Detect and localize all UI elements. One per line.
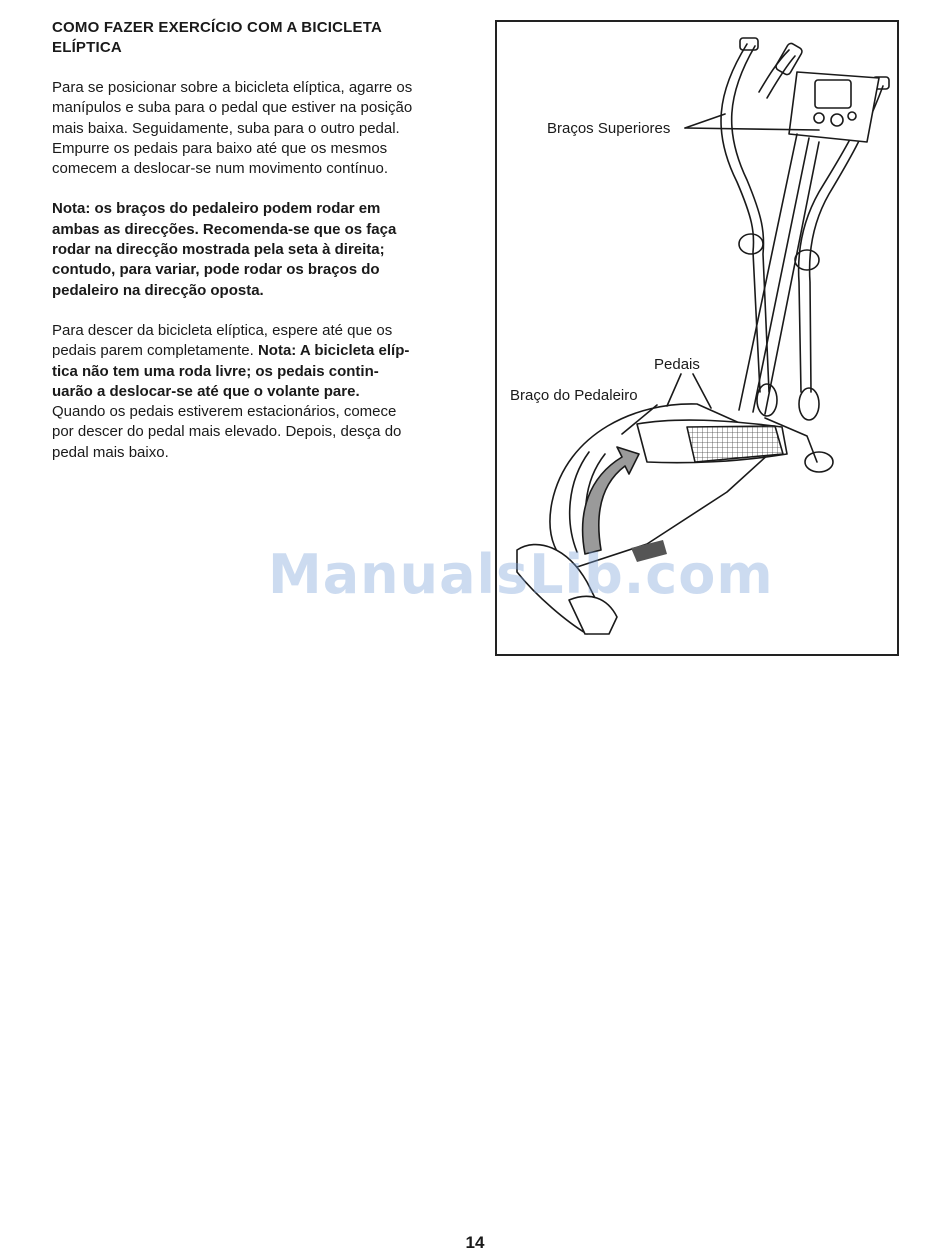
heading-line: COMO FAZER EXERCÍCIO COM A BICICLETA xyxy=(52,19,382,36)
label-pedals: Pedais xyxy=(654,356,700,373)
text-line: Quando os pedais estiverem estacionários, comece xyxy=(52,403,397,421)
text-line: Para se posicionar sobre a bicicleta elíptica, agarre os xyxy=(52,79,413,96)
text-line: mais baixa. Seguidamente, suba para o outro pedal. xyxy=(52,119,400,137)
text-line: Para descer da bicicleta elíptica, espere até que os xyxy=(52,321,393,339)
text-line: pedal mais baixo. xyxy=(52,443,169,461)
label-upper-arms: Braços Superiores xyxy=(547,120,671,137)
text-column xyxy=(52,18,472,483)
text-line: uarão a deslocar-se até que o volante pare. xyxy=(52,382,360,400)
heading-line: ELÍPTICA xyxy=(52,39,122,56)
text-line: pedaleiro na direcção oposta. xyxy=(52,281,264,299)
text-line: manípulos e suba para o pedal que estiver na posição xyxy=(52,99,413,117)
text-line xyxy=(52,341,472,361)
crank-direction-note xyxy=(52,199,472,300)
mounting-instructions xyxy=(52,78,472,179)
text-run: pedais parem completamente. xyxy=(52,342,258,360)
page-number: 14 xyxy=(465,1233,485,1252)
text-line: contudo, para variar, pode rodar os braços do xyxy=(52,261,380,279)
label-crank-arm: Braço do Pedaleiro xyxy=(510,387,638,404)
leader-line xyxy=(667,374,681,406)
section-heading xyxy=(52,18,472,58)
text-line: por descer do pedal mais elevado. Depois, desça do xyxy=(52,423,402,441)
text-line: tica não tem uma roda livre; os pedais contin- xyxy=(52,362,379,380)
console xyxy=(789,72,879,142)
text-line: Empurre os pedais para baixo até que os mesmos xyxy=(52,139,388,157)
text-line: rodar na direcção mostrada pela seta à direita; xyxy=(52,241,385,259)
dismount-instructions xyxy=(52,321,472,463)
text-line: Nota: os braços do pedaleiro podem rodar em xyxy=(52,200,381,218)
leader-line xyxy=(693,374,711,408)
watermark: ManualsLib.com xyxy=(268,543,774,606)
text-line: comecem a deslocar-se num movimento contínuo. xyxy=(52,160,388,178)
leader-line xyxy=(685,114,725,128)
text-line: ambas as direcções. Recomenda-se que os faça xyxy=(52,220,397,238)
note-text: Nota: A bicicleta elíp- xyxy=(257,342,410,360)
